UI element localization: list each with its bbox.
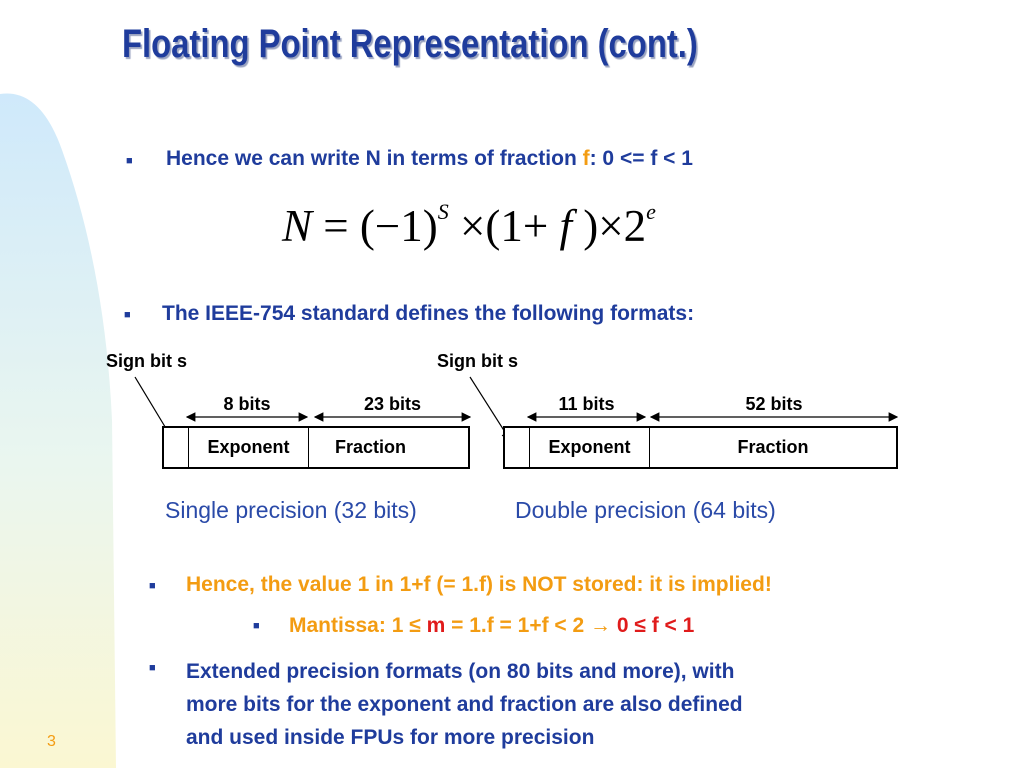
slide-number: 3 xyxy=(47,733,56,750)
single-exp-bits: 8 bits xyxy=(223,394,271,414)
mantissa-m: m xyxy=(426,614,446,637)
formula-exponent-s: S xyxy=(437,199,449,224)
double-sign-cell xyxy=(505,428,530,467)
sub-bullet-icon: ■ xyxy=(253,620,260,632)
formula-sign-part: = (−1) xyxy=(312,201,438,251)
bullet-icon: ■ xyxy=(126,155,133,167)
double-sign-label: Sign bit s xyxy=(437,351,518,371)
double-format-box xyxy=(503,426,898,469)
single-exponent-cell: Exponent xyxy=(189,428,309,467)
double-exp-bits: 11 bits xyxy=(558,394,615,414)
slide-title: Floating Point Representation (cont.) xyxy=(122,22,698,66)
formula-end: )×2 xyxy=(572,201,647,251)
bullet-icon: ■ xyxy=(124,309,131,321)
bullet-icon: ■ xyxy=(149,580,156,592)
extended-line-2: more bits for the exponent and fraction are also defined xyxy=(186,693,743,716)
double-frac-bits: 52 bits xyxy=(745,394,803,414)
bullet-ieee-text: The IEEE-754 standard defines the following formats: xyxy=(162,302,695,325)
formula-mid: ×(1+ xyxy=(448,201,560,251)
fraction-symbol: f xyxy=(582,147,590,170)
single-fraction-cell: Fraction xyxy=(335,437,407,457)
formula-f: f xyxy=(559,201,573,251)
double-caption: Double precision (64 bits) xyxy=(515,497,776,523)
fraction-range: : 0 <= f < 1 xyxy=(589,147,693,170)
mantissa-range: 0 ≤ f < 1 xyxy=(616,614,695,637)
formula-n: N xyxy=(282,201,313,251)
double-exponent-cell: Exponent xyxy=(530,428,650,467)
bullet-fraction-lead: Hence we can write N in terms of fraction xyxy=(166,147,583,170)
bullet-implied-text: Hence, the value 1 in 1+f (= 1.f) is NOT stored: it is implied! xyxy=(186,573,772,596)
bullet-extended-text xyxy=(186,655,743,754)
mantissa-middle: = 1.f = 1+f < 2 → xyxy=(445,614,617,637)
extended-line-1: Extended precision formats (on 80 bits and more), with xyxy=(186,660,735,683)
single-format-box xyxy=(162,426,470,469)
mantissa-lead: Mantissa: 1 ≤ xyxy=(289,614,427,637)
single-sign-label: Sign bit s xyxy=(106,351,187,371)
bullet-icon: ■ xyxy=(149,662,156,674)
single-caption: Single precision (32 bits) xyxy=(165,497,417,523)
extended-line-3: and used inside FPUs for more precision xyxy=(186,726,595,749)
double-fraction-cell: Fraction xyxy=(737,437,809,457)
mantissa-text xyxy=(289,614,694,638)
single-sign-cell xyxy=(164,428,189,467)
formula-exponent-e: e xyxy=(646,199,656,224)
single-frac-bits: 23 bits xyxy=(363,394,422,414)
